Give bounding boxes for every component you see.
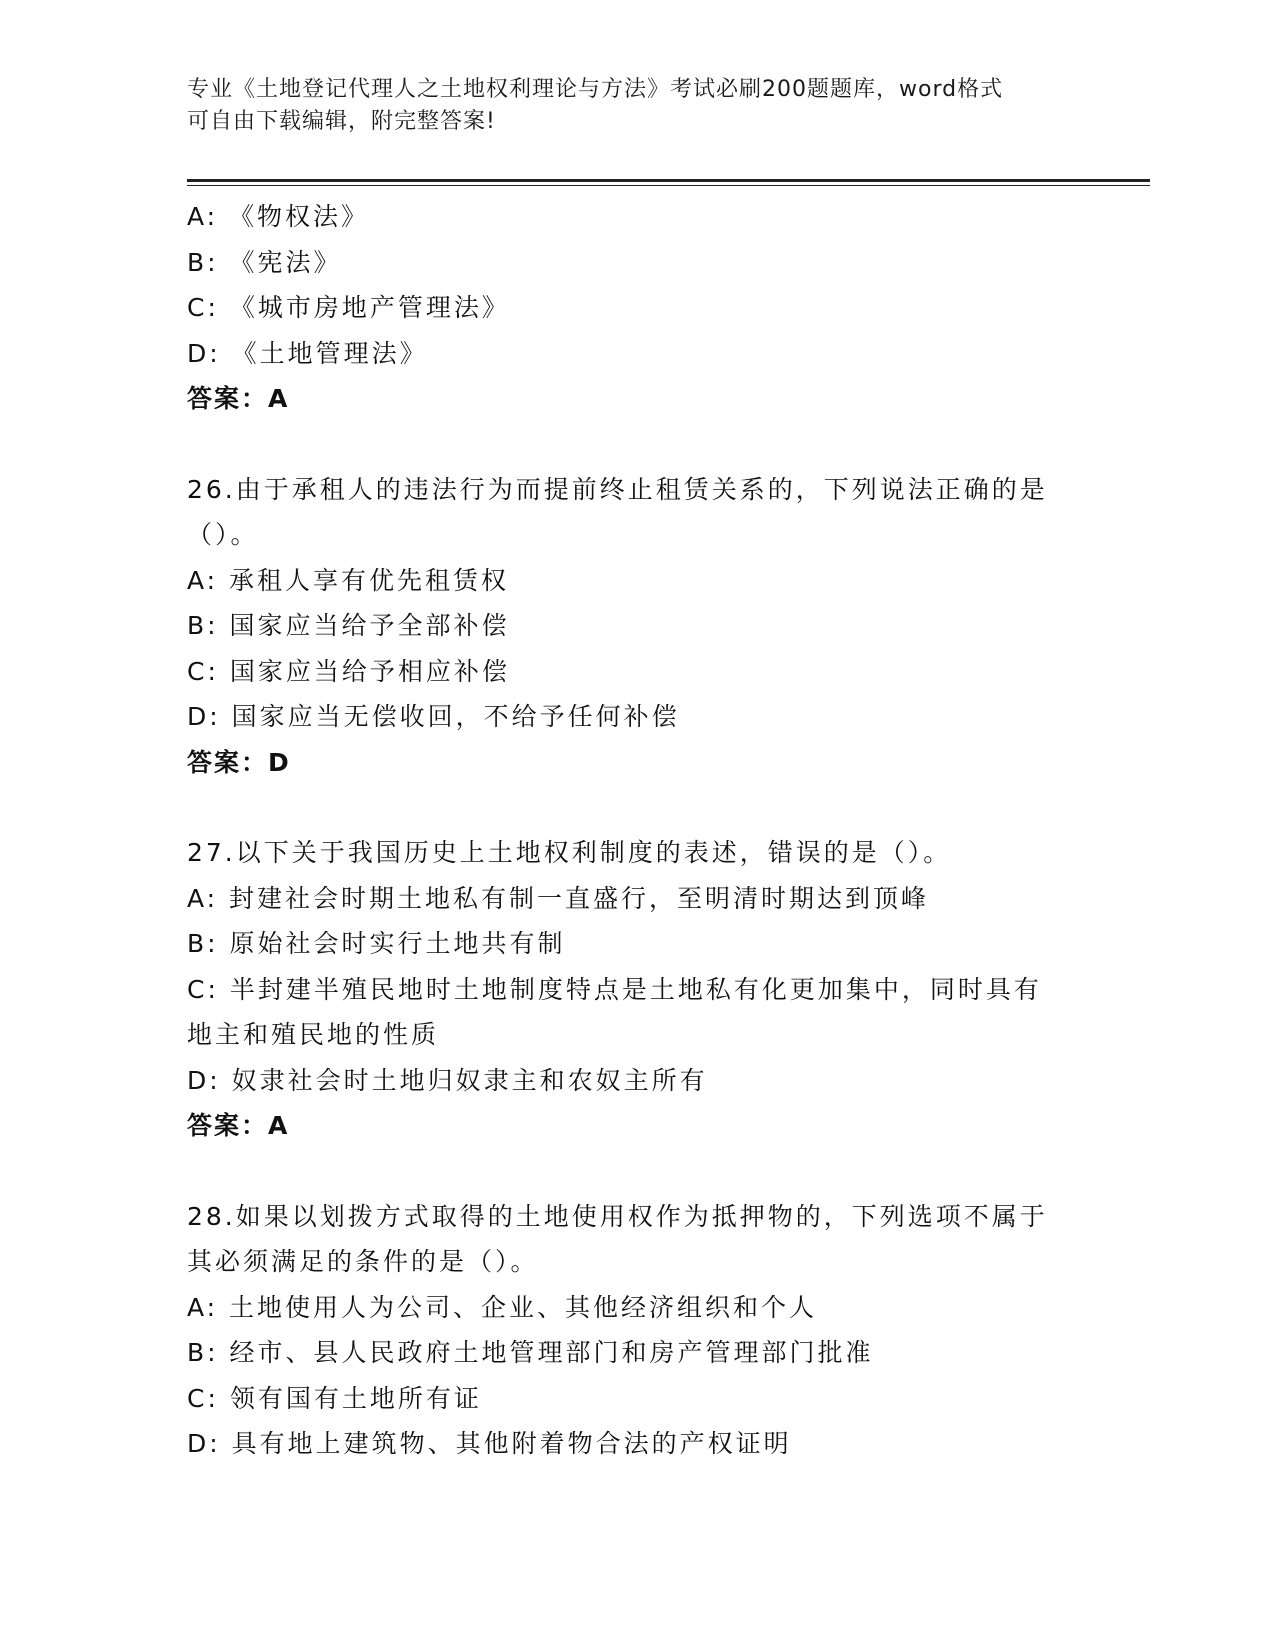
option-d: D: 国家应当无偿收回，不给予任何补偿 [187,702,680,731]
question-list [187,194,1087,1467]
option-d: D: 《土地管理法》 [187,338,428,368]
option-b: B: 《宪法》 [187,247,342,277]
option-b: B: 原始社会时实行土地共有制 [187,929,566,958]
document-header [187,74,1067,138]
spacer [187,1149,1087,1194]
question-stem-line-1: 28.如果以划拨方式取得的土地使用权作为抵押物的，下列选项不属于 [187,1201,1048,1231]
option-c: C: 领有国有土地所有证 [187,1383,482,1413]
question-28 [187,1194,1087,1467]
option-d: D: 具有地上建筑物、其他附着物合法的产权证明 [187,1429,792,1458]
question-27 [187,830,1087,1149]
question-stem-line-2: 其必须满足的条件的是（）。 [187,1247,539,1276]
header-rule-thick [187,179,1150,182]
question-25 [187,194,1087,422]
question-stem-line-1: 26.由于承租人的违法行为而提前终止租赁关系的，下列说法正确的是 [187,474,1048,504]
answer: 答案：D [187,747,291,777]
option-b: B: 经市、县人民政府土地管理部门和房产管理部门批准 [187,1338,874,1367]
answer: 答案：A [187,1111,290,1140]
option-a: A: 土地使用人为公司、企业、其他经济组织和个人 [187,1292,818,1322]
header-line-2: 可自由下载编辑，附完整答案! [187,109,496,134]
option-c: C: 《城市房地产管理法》 [187,293,510,322]
question-stem-line-2: （）。 [187,520,259,549]
option-a: A: 封建社会时期土地私有制一直盛行，至明清时期达到顶峰 [187,883,930,913]
option-a: A: 承租人享有优先租赁权 [187,565,510,595]
answer: 答案：A [187,384,290,413]
option-a: A: 《物权法》 [187,202,370,231]
option-c-continued: 地主和殖民地的性质 [187,1020,440,1049]
option-d: D: 奴隶社会时土地归奴隶主和农奴主所有 [187,1065,708,1095]
option-b: B: 国家应当给予全部补偿 [187,611,510,640]
option-c: C: 半封建半殖民地时土地制度特点是土地私有化更加集中，同时具有 [187,974,1042,1004]
spacer [187,422,1087,467]
question-26 [187,467,1087,786]
header-rule-thin [187,185,1150,186]
header-line-1: 专业《土地登记代理人之土地权利理论与方法》考试必刷200题题库，word格式 [187,77,1004,102]
spacer [187,785,1087,830]
question-stem-line-1: 27.以下关于我国历史上土地权利制度的表述，错误的是（）。 [187,838,952,867]
option-c: C: 国家应当给予相应补偿 [187,656,510,686]
